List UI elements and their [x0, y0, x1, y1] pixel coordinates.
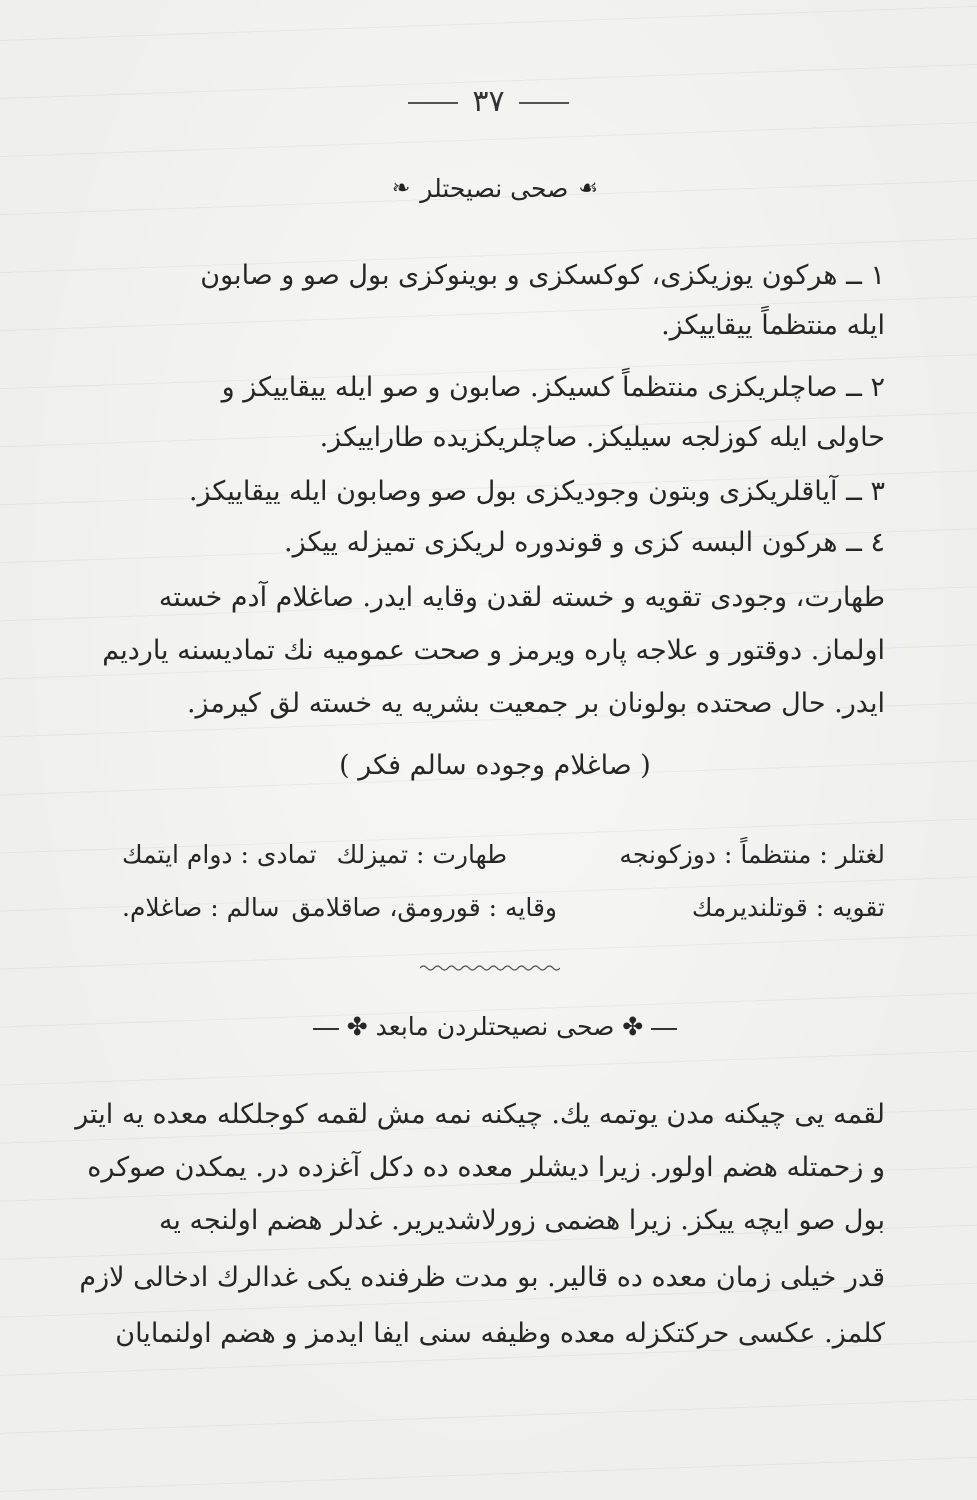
tahara-line-3: ایدر. حال صحتده بولونان بر جمعیت بشریه یه خسته لق کیرمز. [186, 688, 885, 719]
vocab-row-1-item-3: تمادی : دوام ایتمك [122, 840, 317, 869]
tahara-line-2: اولماز. دوقتور و علاجه پاره ویرمز و صحت عمومیه نك تمادیسنه یاردیم [102, 635, 885, 666]
dash-right [519, 102, 569, 104]
rule-line-5: ٣ ــ آیاقلریکزی وبتون وجودیکزی بول صو وصابون ایله ییقاییکز. [188, 476, 885, 507]
continuation-title: صحی نصیحتلردن مابعد [375, 1012, 615, 1041]
section-title: صحی نصیحتلر [420, 173, 569, 203]
dash-left [408, 102, 458, 104]
section-heading [360, 166, 630, 210]
ornament-icon-left: ❧ [391, 175, 411, 201]
final-line-3: بول صو ایچه ییکز. زیرا هضمی زورلاشدیریر. غدلر هضم اولنجه یه [158, 1205, 885, 1236]
continuation-heading [300, 1012, 690, 1041]
ornament-icon-right: ☙ [578, 175, 599, 201]
flower-icon-right: ✤ [622, 1012, 644, 1041]
motto: ( صاغلام وجوده سالم فکر ) [339, 750, 651, 781]
rule-line-1: ١ ــ هرکون یوزیکزی، کوکسکزی و بوینوکزی بول صو و صابون [200, 260, 885, 291]
vocab-row-2-item-2: وقایه : قورومق، صاقلامق [291, 893, 557, 922]
wavy-divider [420, 964, 560, 972]
vocab-row-1-item-1: لغتلر : منتظماً : دوزکونجه [619, 840, 885, 869]
final-line-5: کلمز. عکسی حرکتکزله معده وظیفه سنی ایفا ایدمز و هضم اولنمایان [115, 1318, 885, 1349]
final-line-1: لقمه یی چیکنه مدن یوتمه یك. چیکنه نمه مش لقمه کوجلکله معده یه ایتر [75, 1099, 885, 1130]
vocab-row-2-item-3: سالم : صاغلام. [122, 893, 280, 922]
page-number-text: ٣٧ [472, 84, 505, 119]
rule-line-6: ٤ ــ هرکون البسه کزی و قوندوره لریکزی تمیزله ییکز. [284, 527, 885, 558]
rule-line-3: ٢ ــ صاچلریکزی منتظماً کسیکز. صابون و صو ایله ییقاییکز و [221, 372, 885, 403]
page-number [0, 84, 977, 119]
rule-line-4: حاولی ایله کوزلجه سیلیکز. صاچلریکزیده طاراییکز. [319, 422, 885, 453]
flower-icon-left: ✤ [346, 1012, 368, 1041]
dash-right [651, 1028, 677, 1030]
dash-left [313, 1028, 339, 1030]
vocab-row-1-item-2: طهارت : تمیزلك [336, 840, 507, 869]
vocab-row-2-item-1: تقویه : قوتلندیرمك [691, 893, 885, 922]
final-line-2: و زحمتله هضم اولور. زیرا دیشلر معده ده دکل آغزده در. یمکدن صوکره [87, 1152, 885, 1183]
rule-line-2: ایله منتظماً ییقاییکز. [661, 310, 885, 341]
final-line-4: قدر خیلی زمان معده ده قالیر. بو مدت ظرفنده یکی غدالرك ادخالی لازم [79, 1262, 885, 1293]
tahara-line-1: طهارت، وجودی تقویه و خسته لقدن وقایه ایدر. صاغلام آدم خسته [158, 582, 885, 613]
